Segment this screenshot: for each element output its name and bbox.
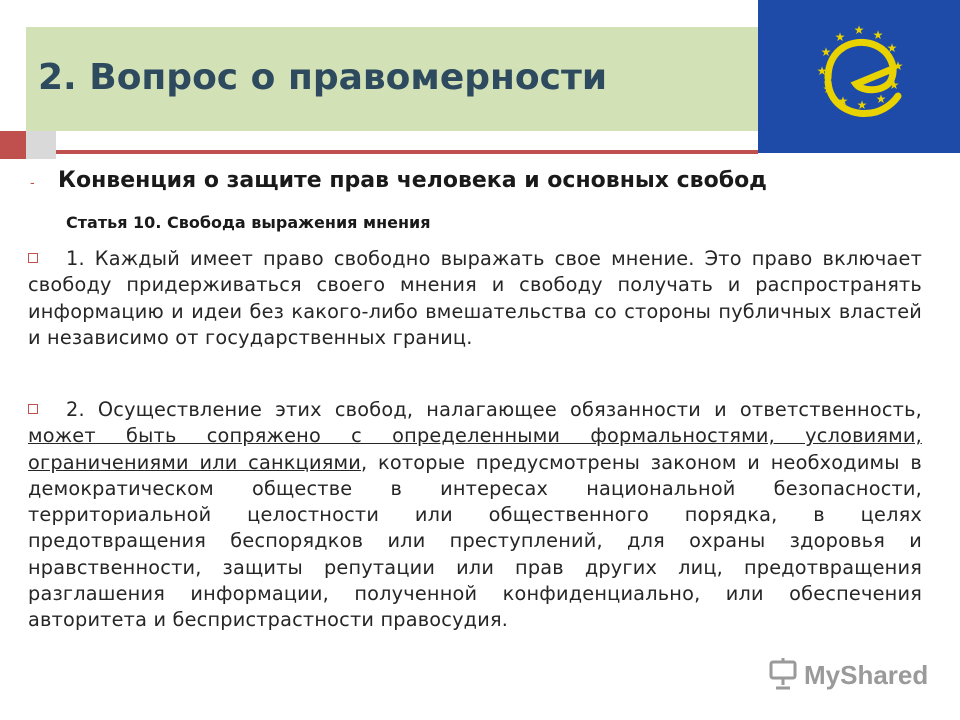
svg-text:★: ★: [888, 78, 900, 92]
svg-text:★: ★: [856, 98, 868, 112]
svg-text:★: ★: [872, 28, 884, 42]
watermark: [768, 656, 928, 696]
presentation-board-icon: [768, 658, 798, 690]
convention-title: Конвенция о защите прав человека и основных свобод: [58, 168, 767, 193]
slide-title: 2. Вопрос о правомерности: [38, 57, 608, 98]
svg-text:★: ★: [820, 45, 832, 59]
coe-emblem-icon: [758, 0, 960, 153]
square-bullet-icon: [28, 253, 38, 263]
paragraph-2-text-start: 2. Осуществление этих свобод, налагающее обязанности и ответственность,: [66, 398, 922, 421]
svg-text:★: ★: [875, 92, 887, 106]
svg-text:★: ★: [816, 64, 828, 78]
svg-text:★: ★: [886, 41, 898, 55]
svg-text:★: ★: [834, 30, 846, 44]
svg-text:★: ★: [837, 94, 849, 108]
subtitle-row: [30, 168, 930, 202]
paragraph-2-underlined-text: может быть сопряжено с определенными формальностями, условиями, ограничениями или санкциями: [28, 424, 922, 474]
svg-text:★: ★: [853, 23, 865, 37]
dash-icon: -: [30, 174, 35, 190]
accent-block-red: [0, 131, 26, 159]
paragraph-1-text: 1. Каждый имеет право свободно выражать свое мнение. Это право включает свободу придерживаться своего мнения и свободу получать и распространять информацию и идеи без какого-либо вмешательства со стороны публичных властей и независимо от государственных границ.: [28, 247, 922, 349]
square-bullet-icon: [28, 404, 38, 414]
article-title: Статья 10. Свобода выражения мнения: [66, 213, 431, 232]
accent-divider-line: [56, 150, 758, 154]
watermark-text: MyShared: [804, 660, 929, 690]
title-bar: [26, 27, 758, 131]
council-of-europe-logo: [758, 0, 960, 153]
svg-text:★: ★: [822, 82, 834, 96]
svg-text:★: ★: [892, 59, 904, 73]
accent-block-gray: [26, 131, 56, 159]
paragraph-2: [28, 397, 922, 634]
paragraph-2-text-end: , которые предусмотрены законом и необходимы в демократическом обществе в интересах национальной безопасности, территориальной целостности или общественного порядка, в целях предотвращения беспорядков или преступлений, для охраны здоровья и нравственности, защиты репутации или прав других лиц, предотвращения разглашения информации, полученной конфиденциально, или обеспечения авторитета и беспристрастности правосудия.: [28, 450, 922, 632]
paragraph-1: [28, 246, 922, 351]
